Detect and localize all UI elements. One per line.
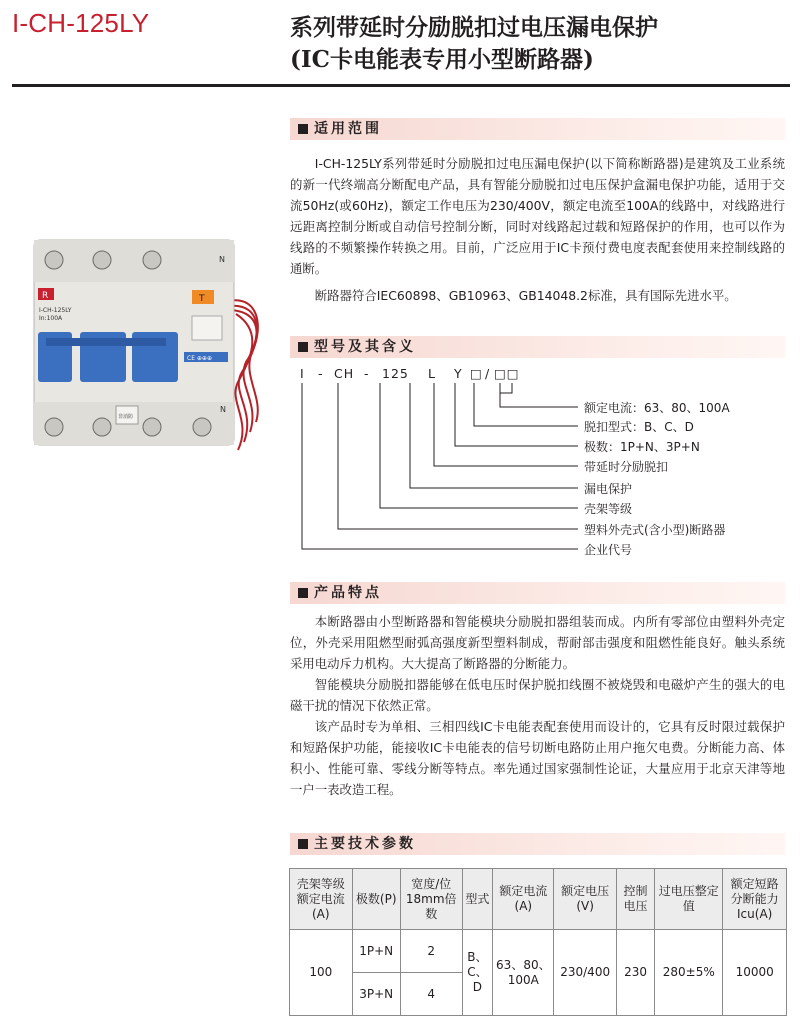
code-part-i: I — [300, 366, 305, 381]
code-part-slash: / — [485, 366, 491, 381]
cell-rated-voltage: 230/400 — [554, 930, 616, 1016]
model-meaning-leakage: 漏电保护 — [584, 482, 633, 496]
th-control-voltage: 控制电压 — [616, 869, 654, 930]
code-part-125: 125 — [382, 366, 409, 381]
section-params-label: 主要技术参数 — [314, 836, 416, 852]
th-width: 宽度/位18mm倍数 — [400, 869, 462, 930]
th-rated-current: 额定电流(A) — [493, 869, 554, 930]
cell-control-voltage: 230 — [616, 930, 654, 1016]
cert-stamp: CE ⊕⊕⊕ — [187, 355, 212, 362]
model-meaning-trip-type: 脱扣型式：B、C、D — [584, 420, 694, 434]
svg-text:T: T — [199, 294, 205, 304]
spec-table — [289, 868, 787, 1016]
code-part-box: □ — [470, 366, 483, 381]
model-meaning-shunt-trip: 带延时分励脱扣 — [584, 460, 669, 474]
section-bullet — [298, 839, 308, 849]
code-part-dash: - — [318, 366, 324, 381]
code-part-ch: CH — [334, 366, 355, 381]
code-part-l: L — [428, 366, 436, 381]
feature-paragraph-1: 本断路器由小型断路器和智能模块分励脱扣器组装而成。内所有零部位由塑料外壳定位，外壳采用阻燃型耐弧高强度新型塑料制成，帮耐部击强度和阻燃性能良好。触头系统采用电动斥力机构。大大提高了断路器的分断能力。 — [290, 614, 785, 671]
model-code: I-CH-125LY — [12, 8, 150, 38]
scope-paragraph-1: I-CH-125LY系列带延时分励脱扣过电压漏电保护(以下简称断路器)是建筑及工业系统的新一代终端高分断配电产品，具有智能分励脱扣过电压保护盒漏电保护功能，适用于交流50Hz(或60Hz)，额定工作电压为230/400V，额定电流至100A的线路中，对线路进行远距离控制分断或自动信号控制分断，同时对线路起过载和短路保护的作用，也可以作为线路的不频繁操作转换之用。目前，广泛应用于IC卡预付费电度表配套使用来控制线路的通断。 — [290, 156, 785, 276]
feature-paragraph-2: 智能模块分励脱扣器能够在低电压时保护脱扣线圈不被烧毁和电磁炉产生的强大的电磁干扰的情况下依然正常。 — [290, 677, 785, 713]
model-meaning-frame: 壳架等级 — [584, 502, 633, 516]
section-scope-label: 适用范围 — [314, 121, 382, 137]
cell-breaking-capacity: 10000 — [723, 930, 787, 1016]
cell-frame-current: 100 — [290, 930, 353, 1016]
model-meaning-case: 塑料外壳式(含小型)断路器 — [584, 523, 726, 537]
model-meaning-rated-current: 额定电流：63、80、100A — [584, 401, 730, 415]
section-features-label: 产品特点 — [314, 585, 382, 601]
title-line-1: 系列带延时分励脱扣过电压漏电保护 — [290, 14, 658, 41]
code-part-boxes: □□ — [494, 366, 520, 381]
th-type: 型式 — [462, 869, 493, 930]
bottom-label: 非消防 — [118, 414, 134, 420]
section-features — [290, 582, 785, 604]
code-part-y: Y — [454, 366, 463, 381]
th-breaking-capacity: 额定短路分断能力Icu(A) — [723, 869, 787, 930]
code-part-dash: - — [364, 366, 370, 381]
cell-overvoltage: 280±5% — [655, 930, 723, 1016]
cell-rated-current: 63、80、100A — [493, 930, 554, 1016]
cell-width: 2 — [400, 930, 462, 973]
model-meaning-poles: 极数：1P+N、3P+N — [584, 440, 700, 454]
title-line-2: (IC卡电能表专用小型断路器) — [290, 46, 594, 73]
th-overvoltage: 过电压整定值 — [655, 869, 723, 930]
th-poles: 极数(P) — [352, 869, 400, 930]
label-model: I-CH-125LY — [39, 307, 72, 314]
table-row — [290, 930, 787, 973]
label-rating: In:100A — [39, 315, 63, 322]
section-model-label: 型号及其含义 — [314, 339, 416, 355]
cell-type: B、C、D — [462, 930, 493, 1016]
th-frame-current: 壳架等级额定电流(A) — [290, 869, 353, 930]
cell-poles: 1P+N — [352, 930, 400, 973]
feature-paragraph-3: 该产品时专为单相、三相四线IC卡电能表配套使用而设计的，它具有反时限过载保护和短路保护功能，能接收IC卡电能表的信号切断电路防止用户拖欠电费。分断能力高、体积小、性能可靠、零线分断等特点。率先通过国家强制性论证，大量应用于北京天津等地一户一表改造工程。 — [290, 719, 785, 797]
section-params — [290, 833, 785, 855]
cell-width: 4 — [400, 973, 462, 1016]
bottom-terminal-label: N — [220, 405, 226, 414]
table-header-row — [290, 869, 787, 930]
section-bullet — [298, 588, 308, 598]
scope-paragraph-2: 断路器符合IEC60898、GB10963、GB14048.2标准，具有国际先进水平。 — [314, 288, 737, 303]
brand-mark: R — [42, 291, 49, 301]
model-meaning-company: 企业代号 — [584, 543, 633, 557]
top-terminal-label: N — [219, 255, 225, 264]
th-rated-voltage: 额定电压(V) — [554, 869, 616, 930]
cell-poles: 3P+N — [352, 973, 400, 1016]
